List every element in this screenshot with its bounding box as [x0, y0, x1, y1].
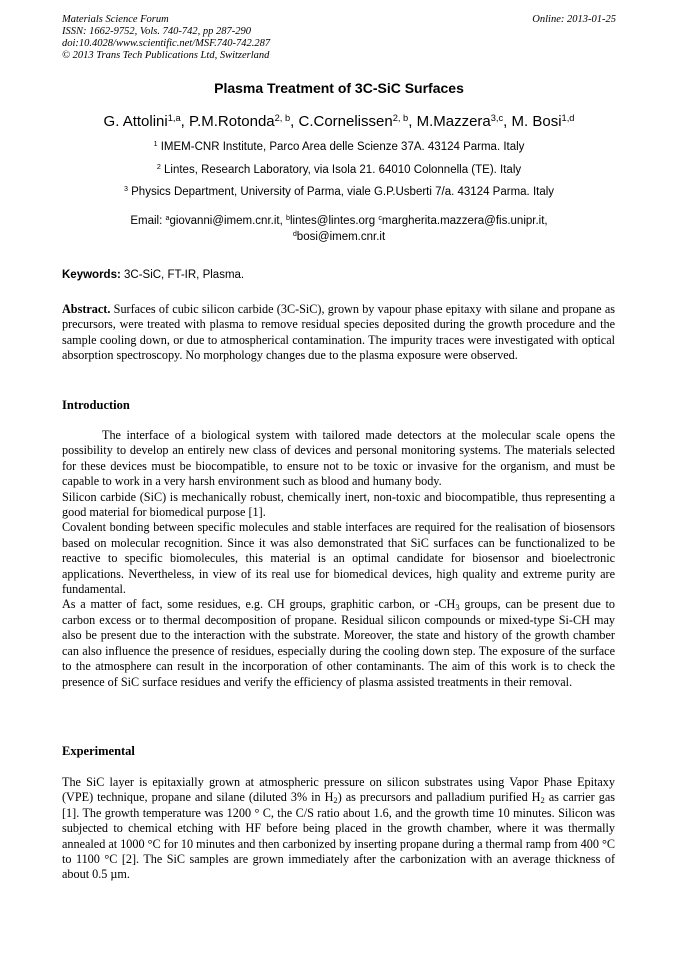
- keywords-text: 3C-SiC, FT-IR, Plasma.: [120, 269, 245, 281]
- paragraph: The SiC layer is epitaxially grown at atmospheric pressure on silicon substrates using Vapor Phase Epitaxy (VPE) technique, propane and silane (diluted 3% in $H_2$) as precursors and palladium purified $H_2$ as carrier gas [1]. The growth temperature was 1200 ° C, the C/S ratio about 1.6, and the growth time 10 minutes. Silicon was subjected to chemical etching with HF before being placed in the growth chamber, where it was thermally annealed at 1000 °C for 10 minutes and then carbonized by inserting propane during a thermal ramp from 400 °C to 1100 °C [2]. The SiC samples are grown immediately after the carbonization with an average thickness of about 0.5 µm.: [62, 775, 615, 882]
- author-affiliation-mark: 1,d: [561, 112, 575, 123]
- online-date: Online: 2013-01-25: [532, 14, 616, 25]
- author-name: C.Cornelissen: [298, 113, 393, 130]
- introduction-body: [62, 428, 615, 690]
- author-affiliation-mark: 1,a: [167, 112, 181, 123]
- email-line-1: Email: $^a$giovanni@imem.cnr.it, $^b$lintes@lintes.org $^c$margherita.mazzera@fis.unipr.it,: [130, 214, 548, 227]
- author-name: P.M.Rotonda: [189, 113, 275, 130]
- abstract-label: Abstract.: [62, 302, 111, 316]
- email-c[interactable]: margherita.mazzera@fis.unipr.it,: [381, 215, 548, 227]
- author-affiliation-mark: 3,c: [490, 112, 504, 123]
- journal-header: [62, 14, 270, 62]
- journal-doi: doi:10.4028/www.scientific.net/MSF.740-742.287: [62, 38, 271, 49]
- email-d[interactable]: bosi@imem.cnr.it: [296, 231, 386, 243]
- abstract: [62, 302, 615, 364]
- email-line-2: $^d$bosi@imem.cnr.it: [292, 230, 386, 243]
- affiliation: [0, 186, 678, 198]
- author-list: G. Attolini$^{1,a}$, P.M.Rotonda$^{2, b}$, C.Cornelissen$^{2, b}$, M.Mazzera$^{3,c}$, M. Bosi$^{1,d}$: [103, 112, 575, 130]
- affiliation-number: 1: [153, 140, 158, 149]
- author-name: M.Mazzera: [416, 113, 491, 130]
- journal-issn: ISSN: 1662-9752, Vols. 740-742, pp 287-290: [62, 26, 251, 37]
- author-name: M. Bosi: [511, 113, 562, 130]
- author-affiliation-mark: 2, b: [274, 112, 291, 123]
- affiliation: [0, 141, 678, 153]
- affiliation: [0, 164, 678, 176]
- abstract-text: Surfaces of cubic silicon carbide (3C-SiC), grown by vapour phase epitaxy with silane and propane as precursors, were treated with plasma to remove residual species deposited during the growth procedure and the sample cooling down, or due to atmospherical contamination. The impurity traces were investigated with optical absorption spectroscopy. No morphology changes due to the plasma exposure were observed.: [62, 302, 615, 363]
- section-heading-introduction: Introduction: [62, 398, 130, 412]
- keywords: [62, 269, 244, 281]
- affiliation-text: IMEM-CNR Institute, Parco Area delle Scienze 37A. 43124 Parma. Italy: [160, 141, 525, 153]
- paragraph: The interface of a biological system with tailored made detectors at the molecular scale opens the possibility to develop an entirely new class of devices and personal monitoring systems. The materials selected for these devices must be biocompatible, to ensure not to be toxic or invasive for the organism, and must be capable to work in a very harsh environment such as blood and humany body.: [62, 428, 615, 489]
- author-name: G. Attolini: [103, 113, 168, 130]
- journal-copyright: © 2013 Trans Tech Publications Ltd, Switzerland: [62, 50, 270, 61]
- email-b[interactable]: lintes@lintes.org: [289, 215, 379, 227]
- paragraph: As a matter of fact, some residues, e.g. CH groups, graphitic carbon, or $-CH_3$ groups, can be present due to carbon excess or to thermal decomposition of propane. Residual silicon compounds or mixed-type Si-CH may also be present due to the interaction with the substrate. Moreover, the state and history of the growth chamber can also influence the presence of residues, especially during the cooling down step. The exposure of the surface to the atmosphere can result in the incorporation of other contaminants. The aim of this work is to check the presence of SiC surface residues and verify the efficiency of plasma assisted treatments in their removal.: [62, 597, 616, 689]
- affiliation-text: Lintes, Research Laboratory, via Isola 21. 64010 Colonnella (TE). Italy: [164, 164, 522, 176]
- email-block: [0, 213, 678, 245]
- paragraph: Silicon carbide (SiC) is mechanically robust, chemically inert, non-toxic and biocompatible, thus representing a good material for biomedical purpose [1].: [62, 489, 615, 520]
- keywords-label: Keywords:: [62, 269, 121, 281]
- experimental-body: [62, 775, 615, 883]
- section-heading-experimental: Experimental: [62, 744, 135, 758]
- paragraph: Covalent bonding between specific molecules and stable interfaces are required for the realisation of biosensors based on molecular recognition. Since it was also demonstrated that SiC surfaces can be functionalized to be reactive to specific biomolecules, this material is an optimal candidate for biosensor and bioelectronic applications. Nevertheless, in view of its real use for biomedical devices, high quality and extreme purity are fundamental.: [62, 520, 615, 597]
- journal-name: Materials Science Forum: [62, 14, 169, 25]
- affiliation-number: 2: [156, 163, 161, 172]
- affiliation-text: Physics Department, University of Parma, viale G.P.Usberti 7/a. 43124 Parma. Italy: [131, 186, 555, 198]
- paper-title: Plasma Treatment of 3C-SiC Surfaces: [214, 80, 464, 96]
- author-affiliation-mark: 2, b: [392, 112, 409, 123]
- email-a[interactable]: giovanni@imem.cnr.it,: [169, 215, 286, 227]
- email-label: Email:: [130, 215, 166, 227]
- affiliation-number: 3: [123, 185, 128, 194]
